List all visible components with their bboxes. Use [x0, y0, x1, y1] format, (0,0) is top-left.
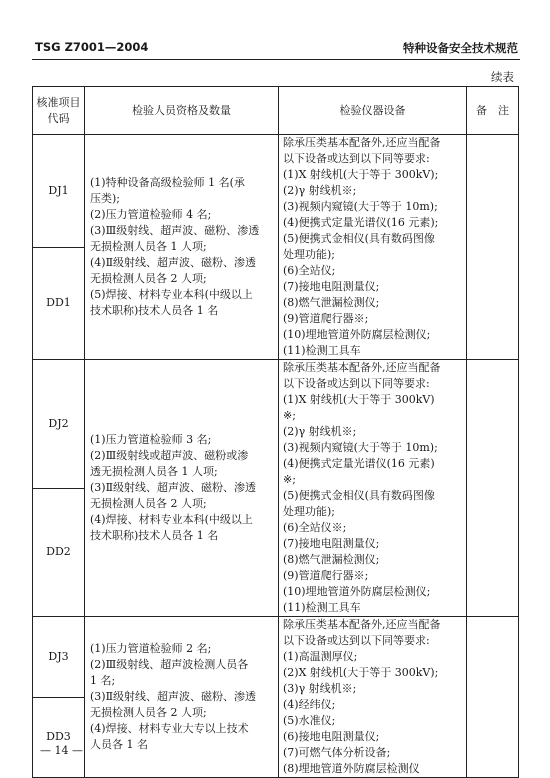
text-line: (3)Ⅱ级射线、超声波、磁粉、渗透 [90, 690, 257, 703]
text-line: 人员各 1 名 [90, 738, 148, 751]
text-line: (4)便携式定量光谱仪(16 元素); [283, 216, 439, 229]
remarks-cell [467, 360, 519, 617]
text-line: ※; [283, 473, 296, 486]
text-line: (6)全站仪※; [283, 521, 347, 534]
text-line: 透无损检测人员各 1 人项; [90, 465, 218, 478]
text-line: (1)高温测厚仪; [283, 650, 358, 663]
text-line: (7)接地电阻测量仪; [283, 280, 380, 293]
text-line: 除承压类基本配备外,还应当配备 [283, 361, 441, 374]
table-row [33, 617, 519, 698]
text-line: (4)焊接、材料专业本科(中级以上 [90, 513, 253, 526]
text-line: (2)X 射线机(大于等于 300kV); [283, 666, 439, 679]
text-line: 处理功能); [283, 505, 335, 518]
text-line: 除承压类基本配备外,还应当配备 [283, 618, 441, 631]
text-line: (8)埋地管道外防腐层检测仪 [283, 762, 420, 775]
text-line: 压类); [90, 192, 120, 205]
text-line: (1)特种设备高级检验师 1 名(承 [90, 176, 245, 189]
text-line: (10)埋地管道外防腐层检测仪; [283, 585, 431, 598]
text-line: 以下设备或达到以下同等要求: [283, 152, 430, 165]
text-line: (2)γ 射线机※; [283, 425, 357, 438]
code-cell: DJ1 [33, 135, 85, 248]
code-cell: DJ2 [33, 360, 85, 489]
qualifications-cell [85, 135, 279, 360]
text-line: (8)燃气泄漏检测仪; [283, 553, 380, 566]
text-line: 以下设备或达到以下同等要求: [283, 634, 430, 647]
text-line: (3)Ⅲ级射线、超声波、磁粉、渗透 [90, 224, 260, 237]
code-cell: DD3 [33, 697, 85, 778]
text-line: 无损检测人员各 2 人项; [90, 706, 207, 719]
code-cell: DJ3 [33, 617, 85, 698]
text-line: 以下设备或达到以下同等要求: [283, 377, 430, 390]
text-line: 处理功能); [283, 248, 335, 261]
document-code: TSG Z7001—2004 [35, 40, 149, 54]
text-line: (5)便携式金相仪(具有数码图像 [283, 232, 435, 245]
header-qualifications: 检验人员资格及数量 [85, 87, 279, 135]
text-line: (2)Ⅲ级射线或超声波、磁粉或渗 [90, 449, 249, 462]
qualification-table [32, 86, 519, 778]
text-line: 技术职称)技术人员各 1 名 [90, 529, 219, 542]
text-line: (9)管道爬行器※; [283, 569, 369, 582]
equipment-cell [279, 360, 467, 617]
header-equipment: 检验仪器设备 [279, 87, 467, 135]
remarks-cell [467, 617, 519, 778]
text-line: (3)视频内窥镜(大于等于 10m); [283, 200, 438, 213]
text-line: (11)检测工具车 [283, 601, 361, 614]
text-line: 无损检测人员各 2 人项; [90, 272, 207, 285]
text-line: 技术职称)技术人员各 1 名 [90, 304, 219, 317]
text-line: 无损检测人员各 1 人项; [90, 240, 207, 253]
text-line: (5)水准仪; [283, 714, 336, 727]
equipment-cell [279, 135, 467, 360]
header-code: 核准项目代码 [33, 87, 85, 135]
document-series-title: 特种设备安全技术规范 [403, 41, 518, 55]
text-line: (10)埋地管道外防腐层检测仪; [283, 328, 431, 341]
text-line: 除承压类基本配备外,还应当配备 [283, 136, 441, 149]
continued-label: 续表 [491, 70, 514, 84]
text-line: (7)可燃气体分析设备; [283, 746, 391, 759]
text-line: (11)检测工具车 [283, 344, 361, 357]
text-line: (3)Ⅱ级射线、超声波、磁粉、渗透 [90, 481, 257, 494]
text-line: (6)接地电阻测量仪; [283, 730, 380, 743]
header-rule [32, 59, 520, 60]
text-line: (1)压力管道检验师 3 名; [90, 433, 212, 446]
table-header-row [33, 87, 519, 135]
text-line: (8)燃气泄漏检测仪; [283, 296, 380, 309]
text-line: (1)X 射线机(大于等于 300kV) [283, 393, 435, 406]
code-cell: DD2 [33, 488, 85, 617]
table-row [33, 360, 519, 489]
text-line: (5)便携式金相仪(具有数码图像 [283, 489, 435, 502]
text-line: (2)γ 射线机※; [283, 184, 357, 197]
text-line: (5)焊接、材料专业本科(中级以上 [90, 288, 253, 301]
text-line: (2)压力管道检验师 4 名; [90, 208, 212, 221]
text-line: 1 名; [90, 674, 116, 687]
text-line: ※; [283, 409, 296, 422]
text-line: (4)经纬仪; [283, 698, 336, 711]
text-line: (2)Ⅲ级射线、超声波检测人员各 [90, 658, 249, 671]
text-line: (4)Ⅱ级射线、超声波、磁粉、渗透 [90, 256, 257, 269]
qualifications-cell [85, 360, 279, 617]
text-line: (4)焊接、材料专业大专以上技术 [90, 722, 249, 735]
text-line: (9)管道爬行器※; [283, 312, 369, 325]
text-line: (6)全站仪; [283, 264, 336, 277]
code-cell: DD1 [33, 247, 85, 360]
page-number: — 14 — [40, 744, 83, 757]
qualifications-cell [85, 617, 279, 778]
text-line: 无损检测人员各 2 人项; [90, 497, 207, 510]
text-line: (3)视频内窥镜(大于等于 10m); [283, 441, 438, 454]
remarks-cell [467, 135, 519, 360]
text-line: (4)便携式定量光谱仪(16 元素) [283, 457, 435, 470]
text-line: (1)压力管道检验师 2 名; [90, 642, 212, 655]
text-line: (7)接地电阻测量仪; [283, 537, 380, 550]
text-line: (1)X 射线机(大于等于 300kV); [283, 168, 439, 181]
header-remarks: 备 注 [467, 87, 519, 135]
equipment-cell [279, 617, 467, 778]
table-row [33, 135, 519, 248]
text-line: (3)γ 射线机※; [283, 682, 357, 695]
